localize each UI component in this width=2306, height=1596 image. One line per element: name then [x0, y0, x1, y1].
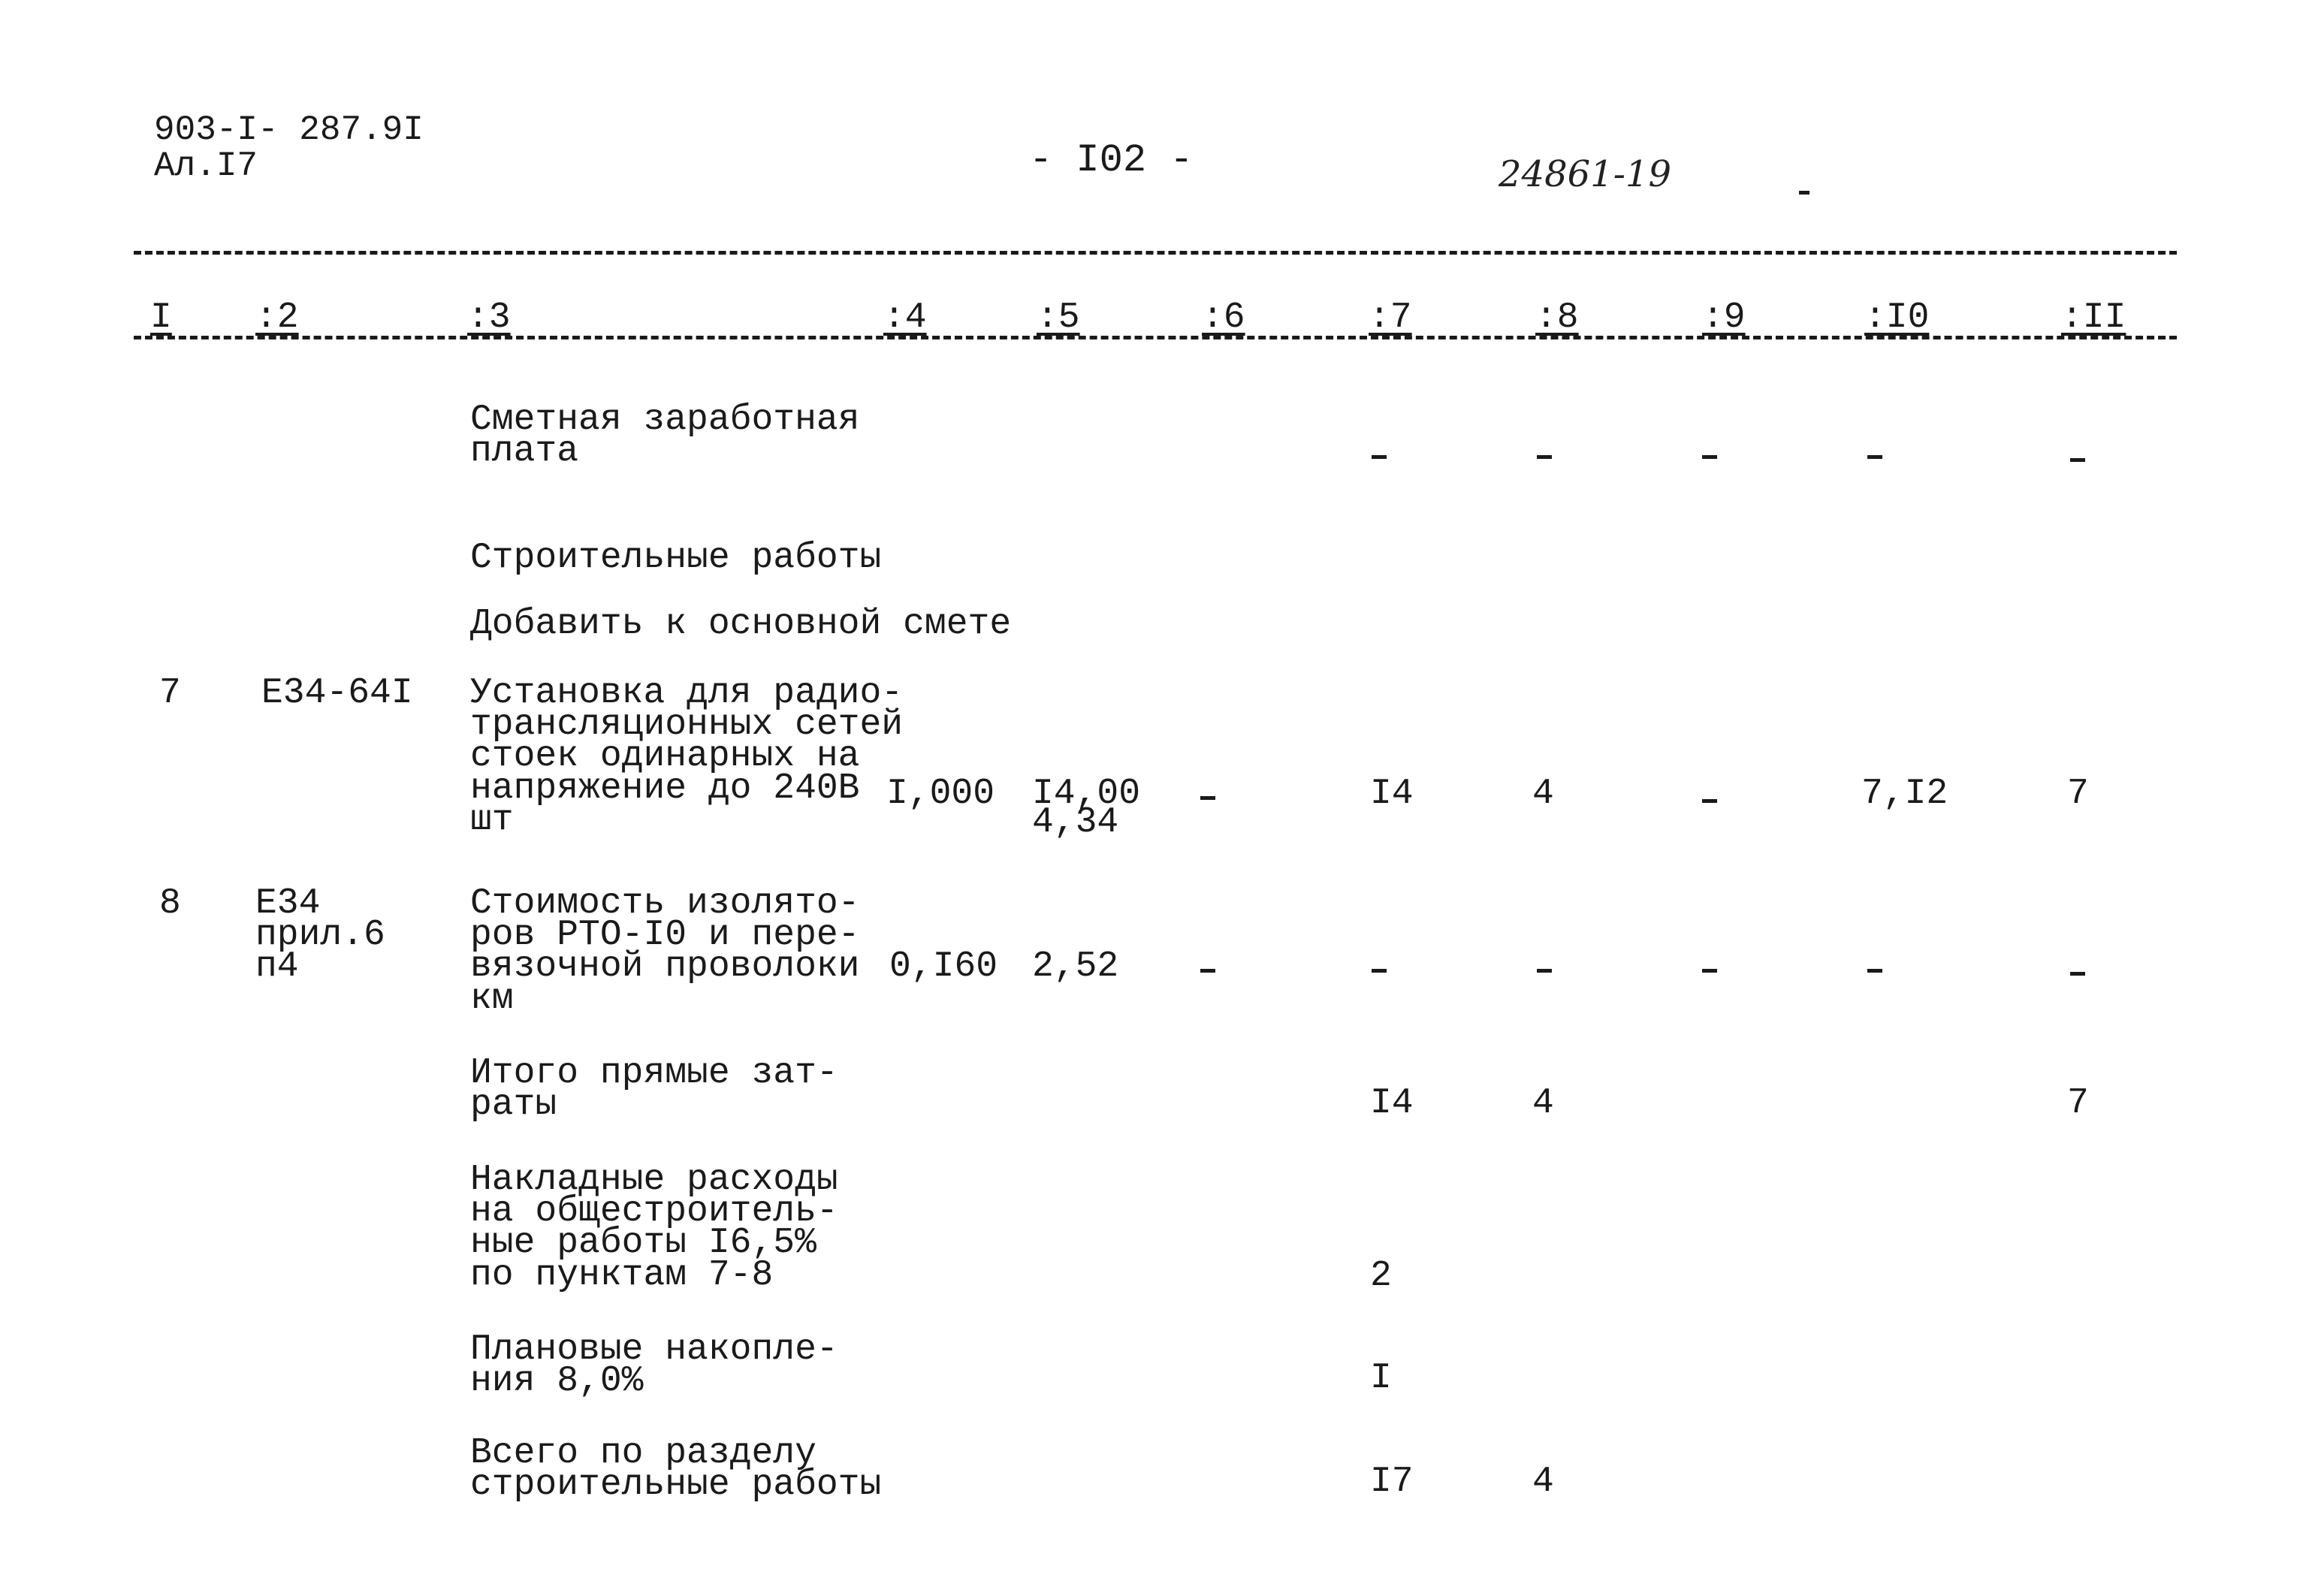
row-item7-c11: 7	[2067, 774, 2089, 814]
row-item8-c7	[1372, 969, 1387, 973]
row-item7-description: Установка для радио- трансляционных сетей стоек одинарных на напряжение до 240В шт	[470, 673, 904, 840]
row-item8-description: Стоимость изолято- ров РТО-I0 и пере- вязочной проволоки км	[470, 883, 860, 1019]
col-header-6: :6	[1202, 297, 1245, 338]
row-item7-c7: I4	[1370, 774, 1414, 814]
row-direct-costs-c8: 4	[1532, 1083, 1554, 1124]
row-wage-c8	[1537, 455, 1552, 459]
row-section-total-c8: 4	[1532, 1462, 1554, 1502]
row-item7-c4: I,000	[886, 774, 995, 814]
col-header-7: :7	[1369, 297, 1412, 338]
row-item7-c5-bottom: 4,34	[1032, 802, 1119, 843]
top-rule	[134, 251, 2177, 255]
row-item8-c5: 2,52	[1032, 946, 1119, 987]
row-direct-costs-c11: 7	[2067, 1083, 2089, 1124]
row-item7-code: Е34-64I	[261, 673, 413, 714]
row-item8-c9	[1702, 969, 1717, 973]
row-wage-c11	[2070, 458, 2085, 462]
row-item7-number: 7	[159, 673, 181, 714]
row-wage-description: Сметная заработная плата	[470, 400, 860, 472]
sheet-label: Ал.I7	[154, 146, 258, 186]
row-item7-c9	[1702, 799, 1717, 803]
row-item8-c6	[1200, 969, 1215, 973]
col-header-2: :2	[255, 297, 299, 338]
row-overhead-c7: 2	[1370, 1256, 1392, 1296]
row-item7-c8: 4	[1532, 774, 1554, 814]
row-item8-code: Е34 прил.6 п4	[255, 883, 385, 988]
col-header-4: :4	[883, 297, 927, 338]
row-item8-c10	[1867, 969, 1882, 973]
row-item8-c4: 0,I60	[889, 946, 998, 987]
stray-mark	[1799, 191, 1809, 195]
section-title: Строительные работы	[470, 538, 882, 578]
row-item8-c8	[1537, 969, 1552, 973]
row-item7-c10: 7,I2	[1861, 774, 1948, 814]
col-header-1: I	[150, 297, 172, 338]
row-item7-c6	[1200, 796, 1215, 800]
col-header-3: :3	[467, 297, 511, 338]
col-header-9: :9	[1702, 297, 1746, 338]
document-code: 903-I- 287.9I	[154, 110, 424, 149]
row-direct-costs-c7: I4	[1370, 1083, 1414, 1124]
row-wage-c10	[1867, 455, 1882, 459]
col-header-5: :5	[1037, 297, 1080, 338]
row-direct-costs-description: Итого прямые зат- раты	[470, 1053, 838, 1126]
col-header-8: :8	[1535, 297, 1579, 338]
handwritten-number: 24861-19	[1499, 153, 1671, 195]
row-wage-c9	[1702, 455, 1717, 459]
row-item8-c11	[2070, 972, 2085, 976]
row-section-total-description: Всего по разделу строительные работы	[470, 1433, 882, 1506]
col-header-11: :II	[2061, 297, 2126, 338]
row-item7-c5-top: I4,00	[1032, 774, 1141, 814]
row-section-total-c7: I7	[1370, 1462, 1414, 1502]
col-header-10: :I0	[1864, 297, 1930, 338]
row-planned-savings-description: Плановые накопле- ния 8,0%	[470, 1329, 838, 1402]
page-number: - I02 -	[1029, 138, 1194, 183]
row-item8-number: 8	[159, 883, 181, 924]
row-overhead-description: Накладные расходы на общестроитель- ные работы I6,5% по пунктам 7-8	[470, 1160, 838, 1296]
row-planned-savings-c7: I	[1370, 1358, 1392, 1398]
row-wage-c7	[1372, 455, 1387, 459]
add-to-estimate-label: Добавить к основной смете	[470, 604, 1012, 644]
